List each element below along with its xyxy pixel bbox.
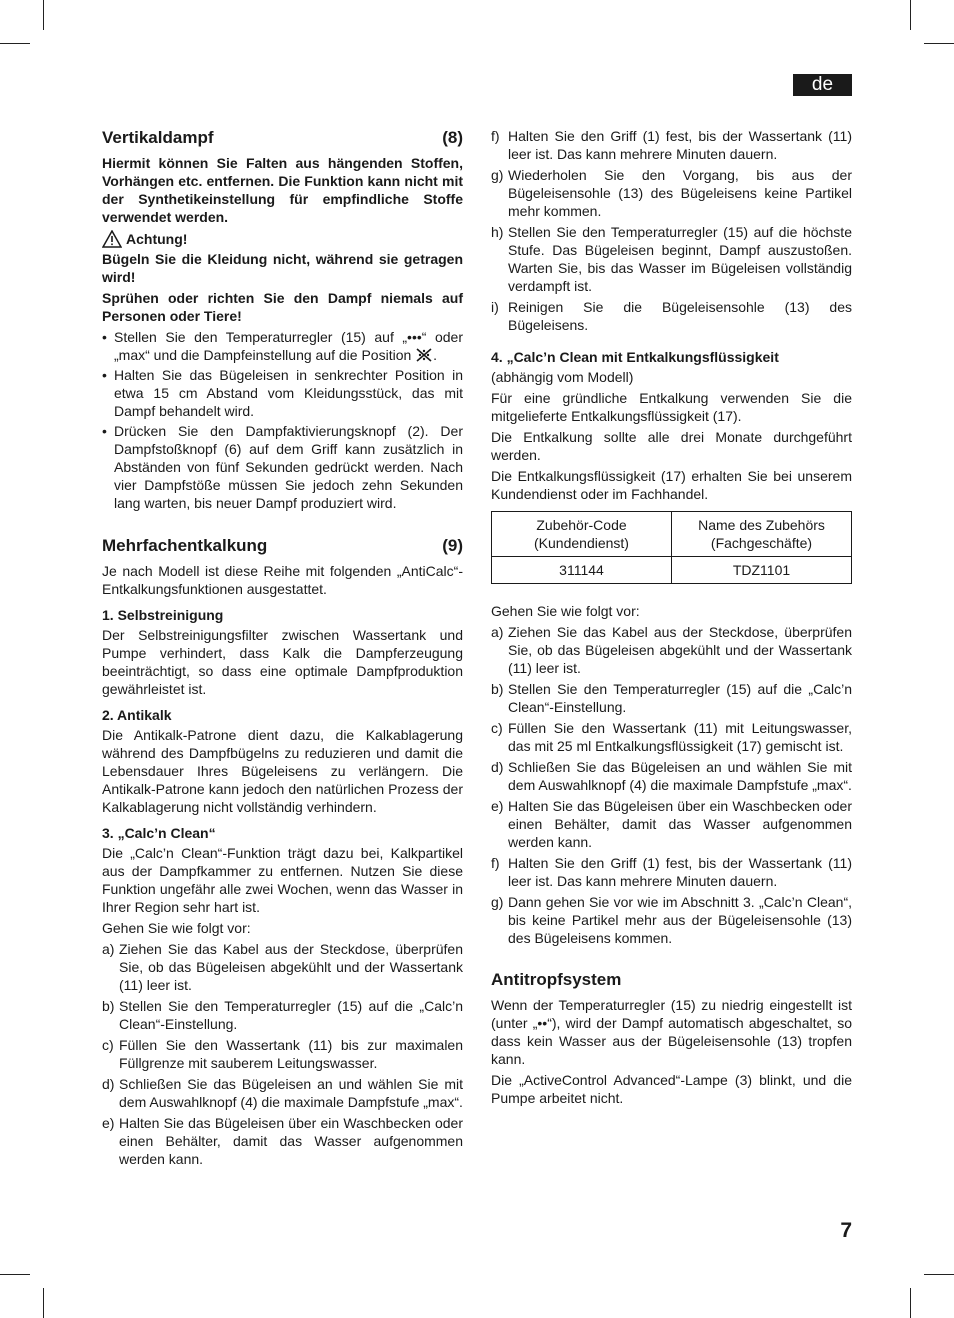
list-item: h) Stellen Sie den Temperaturregler (15) auf die höchste Stufe. Das Bügeleisen beginnt, Dampf auszustoßen. Warten Sie, bis das Wasser im Bügeleisen vollständig verdampft ist. [491,224,852,294]
step-list [491,623,852,947]
paragraph: Die Antikalk-Patrone dient dazu, die Kalkablagerung während des Dampfbügelns zu reduzieren und damit die Lebensdauer Ihres Bügeleisens zu verlängern. Die Antikalk-Patrone kann jedoch den natürlichen Prozess der Kalkablagerung nicht vollständig verhindern. [102,727,463,815]
list-item: b) Stellen Sie den Temperaturregler (15) auf die „Calc’n Clean“-Einstellung. [491,681,852,715]
list-item: c) Füllen Sie den Wassertank (11) bis zur maximalen Füllgrenze mit sauberem Leitungswasser. [102,1037,463,1071]
list-item: • Drücken Sie den Dampfaktivierungsknopf (2). Der Dampfstoßknopf (6) auf dem Griff kann zusätzlich in Abständen von fünf Sekunden gedrückt werden. Nach vier Dampfstöße müssen Sie jedoch zehn Sekunden lang warten, bis neuer Dampf produziert wird. [102,423,463,511]
list-item: c) Füllen Sie den Wassertank (11) mit Leitungswasser, das mit 25 ml Entkalkungsflüssigkeit (17) gemischt ist. [491,720,852,754]
list-item: i) Reinigen Sie die Bügeleisensohle (13) des Bügeleisens. [491,299,852,333]
list-item: • Halten Sie das Bügeleisen in senkrechter Position in etwa 15 cm Abstand vom Kleidungsstück, das mit Dampf behandelt wird. [102,367,463,419]
list-item: d) Schließen Sie das Bügeleisen an und wählen Sie mit dem Auswahlknopf (4) die maximale Dampfstufe „max“. [102,1076,463,1110]
subheading: 1. Selbstreinigung [102,607,224,623]
paragraph: Die „Calc’n Clean“-Funktion trägt dazu bei, Kalkpartikel aus der Dampfkammer zu entfernen. Nutzen Sie diese Funktion ungefähr alle zwei Wochen, wenn das Wasser in Ihrer Region sehr hart ist. [102,845,463,915]
paragraph: Der Selbstreinigungsfilter zwischen Wassertank und Pumpe verhindert, dass Kalk die Dampferzeugung beeinträchtigt, so dass eine optimale Dampfproduktion gewährleistet ist. [102,627,463,697]
bullet-list [102,328,463,512]
subheading: 2. Antikalk [102,707,172,723]
subheading: 3. „Calc’n Clean“ [102,825,216,841]
vertical-steam-icon [415,347,433,363]
warning-icon [102,230,122,248]
paragraph: (abhängig vom Modell) [491,369,634,385]
step-list [102,940,463,1168]
page-number: 7 [840,1219,852,1242]
list-item: e) Halten Sie das Bügeleisen über ein Waschbecken oder einen Behälter, damit das Wasser aufgenommen werden kann. [102,1115,463,1167]
list-item: f) Halten Sie den Griff (1) fest, bis der Wassertank (11) leer ist. Das kann mehrere Minuten dauern. [491,128,852,162]
paragraph: Gehen Sie wie folgt vor: [102,920,251,936]
warning-text: Bügeln Sie die Kleidung nicht, während sie getragen wird! [102,251,463,285]
list-item: g) Wiederholen Sie den Vorgang, bis aus der Bügeleisensohle (13) des Bügeleisens keine Partikel mehr kommen. [491,167,852,219]
table-row [492,512,852,557]
warning-label: Achtung! [102,230,463,248]
crop-mark [924,1274,954,1275]
crop-mark [910,0,911,30]
list-item: f) Halten Sie den Griff (1) fest, bis der Wassertank (11) leer ist. Das kann mehrere Minuten dauern. [491,855,852,889]
section-heading-vertikaldampf: Vertikaldampf (8) [102,128,463,147]
paragraph: Gehen Sie wie folgt vor: [491,603,640,619]
list-item: • Stellen Sie den Temperaturregler (15) auf „•••“ oder „max“ und die Dampfeinstellung auf die Position . [102,329,463,363]
paragraph: Wenn der Temperaturregler (15) zu niedrig eingestellt ist (unter „••“), wird der Dampf automatisch abgeschaltet, so dass kein Wasser aus der Bügeleisensohle (13) tropfen kann. [491,997,852,1067]
table-row [492,557,852,584]
paragraph: Für eine gründliche Entkalkung verwenden Sie die mitgelieferte Entkalkungsflüssigkeit (17). [491,390,852,424]
crop-mark [924,43,954,44]
list-item: a) Ziehen Sie das Kabel aus der Steckdose, überprüfen Sie, ob das Bügeleisen abgekühlt und der Wassertank (11) leer ist. [491,624,852,676]
language-tab: de [793,74,852,96]
crop-mark [43,1288,44,1318]
paragraph: Die Entkalkungsflüssigkeit (17) erhalten Sie bei unserem Kundendienst oder im Fachhandel. [491,468,852,502]
intro-text: Hiermit können Sie Falten aus hängenden Stoffen, Vorhängen etc. entfernen. Die Funktion kann nicht mit der Synthetikeinstellung für empfindliche Stoffe verwendet werden. [102,155,463,225]
section-heading-antitropfsystem: Antitropfsystem [491,970,622,989]
crop-mark [910,1288,911,1318]
list-item: b) Stellen Sie den Temperaturregler (15) auf die „Calc’n Clean“-Einstellung. [102,998,463,1032]
table-header-cell: Zubehör-Code (Kundendienst) [492,512,672,557]
table-header-cell: Name des Zubehörs (Fachgeschäfte) [672,512,852,557]
paragraph: Die „ActiveControl Advanced“-Lampe (3) blinkt, und die Pumpe arbeitet nicht. [491,1072,852,1106]
paragraph: Je nach Modell ist diese Reihe mit folgenden „AntiCalc“-Entkalkungsfunktionen ausgestattet. [102,563,463,597]
accessory-table [491,511,852,584]
list-item: g) Dann gehen Sie vor wie im Abschnitt 3. „Calc’n Clean“, bis keine Partikel mehr aus der Bügeleisensohle (13) des Bügeleisens kommen. [491,894,852,946]
section-heading-mehrfachentkalkung: Mehrfachentkalkung (9) [102,536,463,555]
paragraph: Die Entkalkung sollte alle drei Monate durchgeführt werden. [491,429,852,463]
crop-mark [43,0,44,30]
table-cell: TDZ1101 [672,557,852,584]
crop-mark [0,1274,30,1275]
table-cell: 311144 [492,557,672,584]
list-item: e) Halten Sie das Bügeleisen über ein Waschbecken oder einen Behälter, damit das Wasser aufgenommen werden kann. [491,798,852,850]
right-column [491,127,852,1110]
warning-text: Sprühen oder richten Sie den Dampf niemals auf Personen oder Tiere! [102,290,463,324]
crop-mark [0,43,30,44]
subheading: 4. „Calc’n Clean mit Entkalkungsflüssigkeit [491,349,779,365]
step-list [491,127,852,334]
list-item: d) Schließen Sie das Bügeleisen an und wählen Sie mit dem Auswahlknopf (4) die maximale Dampfstufe „max“. [491,759,852,793]
list-item: a) Ziehen Sie das Kabel aus der Steckdose, überprüfen Sie, ob das Bügeleisen abgekühlt und der Wassertank (11) leer ist. [102,941,463,993]
left-column [102,127,463,1171]
